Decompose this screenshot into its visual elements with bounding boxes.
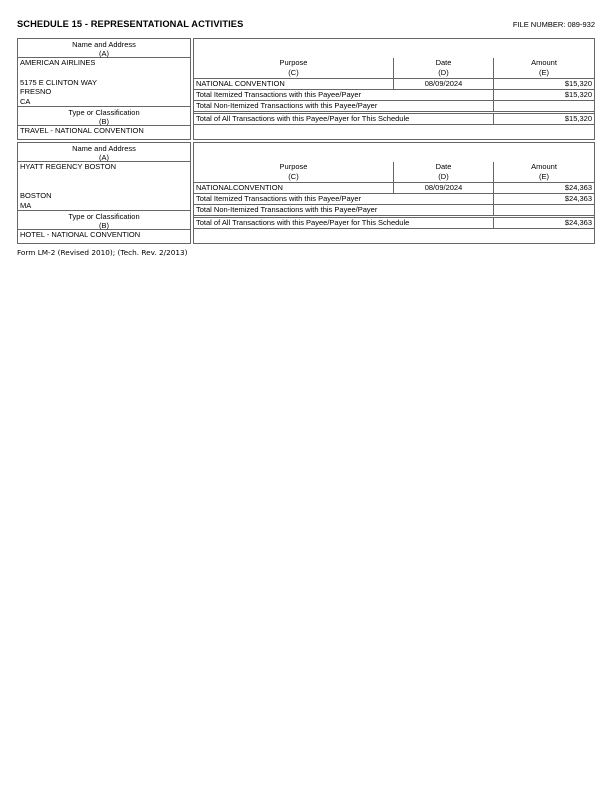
amount-header-sub: (E) <box>539 68 549 77</box>
amount-column-header <box>494 162 594 182</box>
date-column-header <box>394 162 494 182</box>
name-address-header-sub: (A) <box>99 49 109 58</box>
transactions-column <box>193 142 595 244</box>
schedule-table <box>17 38 595 246</box>
non-itemized-total-row <box>194 205 594 216</box>
payee-block <box>17 142 595 244</box>
payee-info-column <box>17 142 191 244</box>
purpose-header-sub: (C) <box>288 68 299 77</box>
address-line: CA <box>20 97 31 107</box>
type-classification-header-label: Type or Classification <box>68 107 140 117</box>
non-itemized-total-amount <box>494 205 594 215</box>
name-address-header-label: Name and Address <box>72 143 136 153</box>
itemized-total-label: Total Itemized Transactions with this Payee/Payer <box>194 194 494 204</box>
address-line <box>20 182 190 192</box>
amount-header-label: Amount <box>531 162 557 171</box>
payee-name: AMERICAN AIRLINES <box>20 58 96 67</box>
classification-cell: HOTEL - NATIONAL CONVENTION <box>20 230 141 239</box>
address-line <box>20 172 190 182</box>
transaction-purpose: NATIONALCONVENTION <box>194 183 394 193</box>
all-transactions-total-amount: $15,320 <box>564 114 592 123</box>
type-classification-header-sub: (B) <box>99 117 109 126</box>
address-line: FRESNO <box>20 87 52 97</box>
file-number: FILE NUMBER: 089-932 <box>512 20 595 29</box>
form-footer: Form LM-2 (Revised 2010); (Tech. Rev. 2/2013) <box>17 248 188 257</box>
date-header-sub: (D) <box>438 68 449 77</box>
address-line: MA <box>20 201 32 211</box>
type-classification-header <box>18 211 190 230</box>
page-header <box>17 19 595 29</box>
transactions-column-headers <box>194 162 594 183</box>
date-header-label: Date <box>435 162 452 171</box>
address-line: BOSTON <box>20 191 52 201</box>
payee-block <box>17 38 595 140</box>
transaction-date: 08/09/2024 <box>394 183 494 193</box>
amount-column-header <box>494 58 594 78</box>
type-classification-header-label: Type or Classification <box>68 211 140 221</box>
page-title: SCHEDULE 15 - REPRESENTATIONAL ACTIVITIES <box>17 19 244 29</box>
itemized-total-label: Total Itemized Transactions with this Payee/Payer <box>194 90 494 100</box>
purpose-header-label: Purpose <box>279 58 308 67</box>
all-transactions-total-label: Total of All Transactions with this Payee/Payer for This Schedule <box>194 218 494 228</box>
all-transactions-total-row <box>194 217 594 229</box>
all-transactions-total-label: Total of All Transactions with this Payee/Payer for This Schedule <box>194 114 494 124</box>
address-cell <box>18 58 190 107</box>
transactions-bottom-filler <box>194 229 594 243</box>
type-classification-header <box>18 107 190 126</box>
itemized-total-row <box>194 194 594 205</box>
transaction-row <box>194 79 594 90</box>
itemized-total-row <box>194 90 594 101</box>
purpose-header-label: Purpose <box>279 162 308 171</box>
transaction-purpose: NATIONAL CONVENTION <box>194 79 394 89</box>
all-transactions-total-row <box>194 113 594 125</box>
payee-name: HYATT REGENCY BOSTON <box>20 162 116 171</box>
payee-info-column <box>17 38 191 140</box>
date-column-header <box>394 58 494 78</box>
itemized-total-amount: $15,320 <box>564 90 592 99</box>
non-itemized-total-label: Total Non-Itemized Transactions with this Payee/Payer <box>194 101 494 111</box>
transaction-amount: $24,363 <box>564 183 592 192</box>
transactions-top-spacer <box>194 39 594 58</box>
amount-header-label: Amount <box>531 58 557 67</box>
non-itemized-total-label: Total Non-Itemized Transactions with this Payee/Payer <box>194 205 494 215</box>
transaction-date: 08/09/2024 <box>394 79 494 89</box>
transactions-bottom-filler <box>194 125 594 139</box>
transactions-column-headers <box>194 58 594 79</box>
name-address-header <box>18 39 190 58</box>
date-header-label: Date <box>435 58 452 67</box>
purpose-column-header <box>194 162 394 182</box>
purpose-column-header <box>194 58 394 78</box>
address-line: 5175 E CLINTON WAY <box>20 77 97 87</box>
all-transactions-total-amount: $24,363 <box>564 218 592 227</box>
name-address-header <box>18 143 190 162</box>
transaction-amount: $15,320 <box>564 79 592 88</box>
non-itemized-total-amount <box>494 101 594 111</box>
date-header-sub: (D) <box>438 172 449 181</box>
classification-cell: TRAVEL - NATIONAL CONVENTION <box>20 126 144 135</box>
itemized-total-amount: $24,363 <box>564 194 592 203</box>
name-address-header-label: Name and Address <box>72 39 136 49</box>
transaction-row <box>194 183 594 194</box>
purpose-header-sub: (C) <box>288 172 299 181</box>
address-line <box>20 68 190 78</box>
type-classification-header-sub: (B) <box>99 221 109 230</box>
address-cell <box>18 162 190 211</box>
non-itemized-total-row <box>194 101 594 112</box>
amount-header-sub: (E) <box>539 172 549 181</box>
name-address-header-sub: (A) <box>99 153 109 162</box>
transactions-top-spacer <box>194 143 594 162</box>
transactions-column <box>193 38 595 140</box>
